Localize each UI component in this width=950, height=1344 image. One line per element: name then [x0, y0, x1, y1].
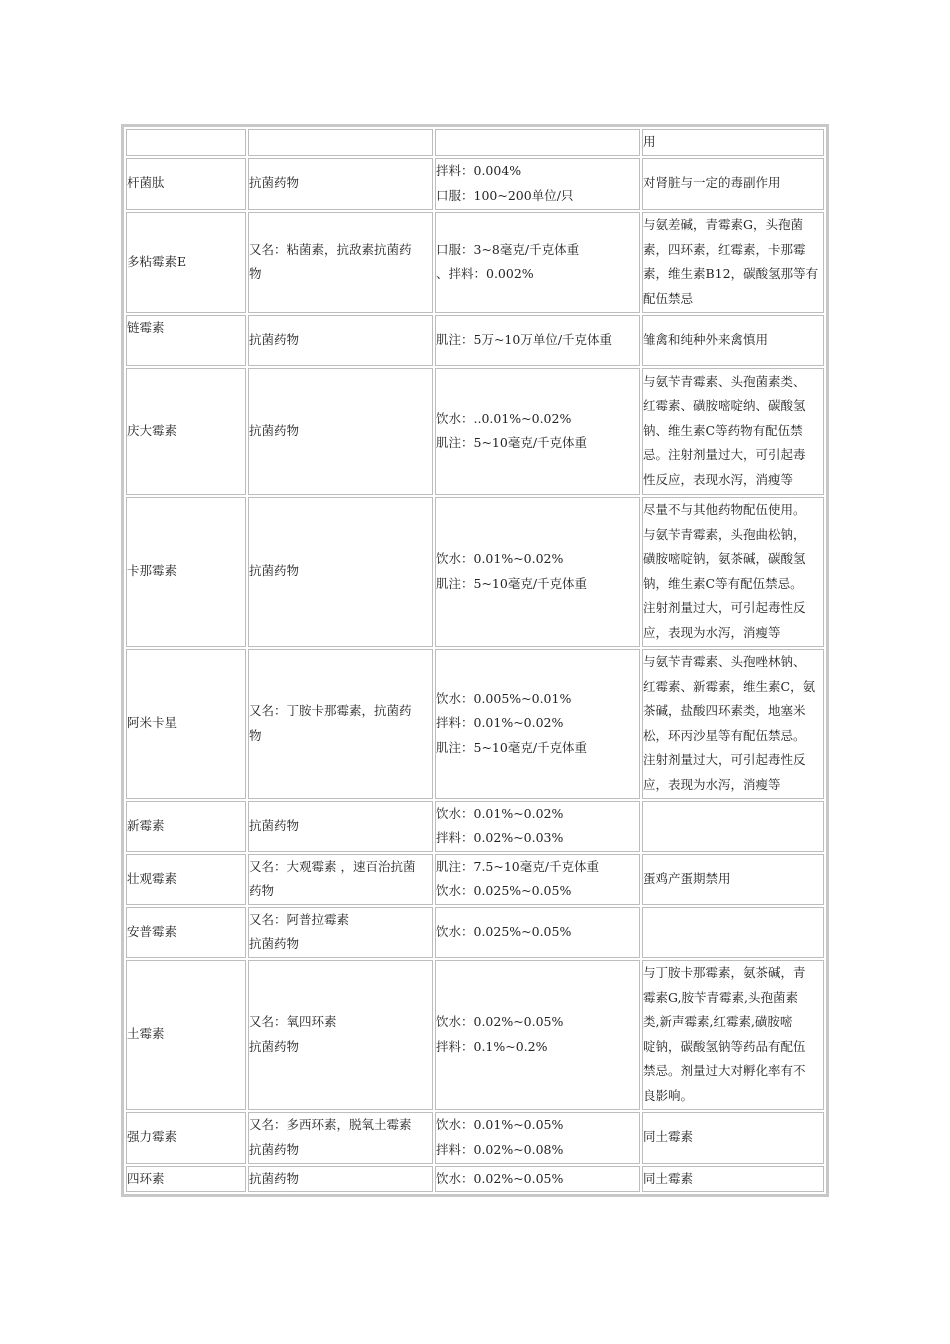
table-row — [126, 129, 824, 156]
note-line: 啶钠，碳酸氢钠等药品有配伍 — [643, 1038, 806, 1054]
dose-line: 肌注：5~10毫克/千克体重 — [436, 575, 588, 591]
cell-note — [642, 368, 824, 495]
cell-name — [126, 497, 246, 647]
dose-line: 饮水：0.025%~0.05% — [436, 923, 572, 939]
drug-name: 新霉素 — [127, 817, 165, 833]
cell-dose — [435, 801, 640, 852]
dose-line: 饮水：0.005%~0.01% — [436, 690, 572, 706]
cell-name — [126, 129, 246, 156]
note-line: 类,新声霉素,红霉素,磺胺嘧 — [643, 1014, 793, 1029]
note-line: 钠，维生素C等有配伍禁忌。 — [643, 575, 803, 591]
cell-note — [642, 497, 824, 647]
cell-type — [248, 368, 433, 495]
drug-table-frame — [121, 124, 829, 1197]
note-line: 尽量不与其他药物配伍使用。 — [643, 502, 806, 517]
type-line: 抗菌药物 — [249, 175, 300, 191]
type-line: 物 — [249, 266, 262, 281]
type-line: 又名：大观霉素 ，速百治抗菌 — [249, 858, 416, 874]
type-line: 药物 — [249, 883, 275, 898]
cell-type — [248, 315, 433, 366]
cell-type — [248, 854, 433, 905]
drug-table-body — [126, 129, 824, 1192]
note-line: 磺胺嘧啶钠，氨茶碱，碳酸氢 — [643, 551, 806, 566]
note-line: 与氨苄青霉素、头孢菌素类、 — [643, 373, 806, 389]
cell-name — [126, 649, 246, 799]
type-line: 抗菌药物 — [249, 1170, 300, 1186]
cell-dose — [435, 854, 640, 905]
table-row — [126, 212, 824, 313]
cell-type — [248, 212, 433, 313]
dose-line: 口服：3~8毫克/千克体重 — [436, 241, 580, 257]
table-row — [126, 497, 824, 647]
drug-name: 四环素 — [127, 1170, 165, 1186]
note-line: 用 — [643, 134, 656, 149]
note-line: 同土霉素 — [643, 1129, 694, 1145]
cell-dose — [435, 315, 640, 366]
dose-line: 饮水：0.01%~0.02% — [436, 551, 564, 566]
cell-type — [248, 801, 433, 852]
note-line: 与丁胺卡那霉素，氨茶碱，青 — [643, 965, 806, 980]
type-line: 又名：阿普拉霉素 — [249, 911, 350, 927]
table-row — [126, 801, 824, 852]
dose-line: 拌料：0.02%~0.08% — [436, 1141, 564, 1157]
cell-note — [642, 649, 824, 799]
dose-line: 拌料：0.004% — [436, 163, 522, 178]
dose-line: 肌注：7.5~10毫克/千克体重 — [436, 858, 599, 874]
type-line: 抗菌药物 — [249, 936, 300, 951]
cell-name — [126, 854, 246, 905]
cell-name — [126, 212, 246, 313]
type-line: 又名：丁胺卡那霉素，抗菌药 — [249, 703, 412, 718]
dose-line: 肌注：5~10毫克/千克体重 — [436, 435, 588, 450]
note-line: 与氨差碱，青霉素G，头孢菌 — [643, 217, 803, 232]
type-line: 又名：氧四环素 — [249, 1014, 337, 1029]
cell-type — [248, 649, 433, 799]
table-row — [126, 1166, 824, 1193]
dose-line: 肌注：5~10毫克/千克体重 — [436, 739, 588, 755]
note-line: 茶碱，盐酸四环素类，地塞米 — [643, 703, 806, 718]
drug-name: 安普霉素 — [127, 923, 178, 939]
note-line: 松，环丙沙星等有配伍禁忌。 — [643, 727, 806, 743]
cell-dose — [435, 158, 640, 210]
drug-name: 土霉素 — [127, 1026, 165, 1042]
cell-dose — [435, 368, 640, 495]
type-line: 抗菌药物 — [249, 817, 300, 833]
note-line: 与氨苄青霉素、头孢唑林钠、 — [643, 654, 806, 669]
cell-note — [642, 315, 824, 366]
table-row — [126, 368, 824, 495]
dose-line: 饮水：0.02%~0.05% — [436, 1014, 564, 1029]
cell-dose — [435, 649, 640, 799]
drug-name: 链霉素 — [127, 319, 165, 335]
cell-type — [248, 497, 433, 647]
dose-line: 饮水：0.025%~0.05% — [436, 883, 572, 898]
cell-note — [642, 960, 824, 1110]
dose-line: 肌注：5万~10万单位/千克体重 — [436, 331, 613, 347]
note-line: 霉素G,胺苄青霉素,头孢菌素 — [643, 989, 798, 1005]
note-line: 忌。注射剂量过大，可引起毒 — [643, 447, 806, 463]
cell-name — [126, 368, 246, 495]
note-line: 素，四环素，红霉素，卡那霉 — [643, 241, 806, 257]
note-line: 配伍禁忌 — [643, 290, 694, 306]
dose-line: 饮水：0.02%~0.05% — [436, 1170, 564, 1186]
drug-name: 庆大霉素 — [127, 422, 178, 438]
table-row — [126, 315, 824, 366]
note-line: 禁忌。剂量过大对孵化率有不 — [643, 1063, 806, 1078]
dose-line: 饮水：0.01%~0.02% — [436, 805, 564, 821]
cell-name — [126, 801, 246, 852]
cell-note — [642, 907, 824, 958]
drug-name: 强力霉素 — [127, 1129, 178, 1145]
drug-name: 杆菌肽 — [127, 175, 165, 191]
cell-type — [248, 1166, 433, 1193]
cell-dose — [435, 1166, 640, 1193]
cell-type — [248, 1112, 433, 1164]
cell-note — [642, 1112, 824, 1164]
note-line: 注射剂量过大，可引起毒性反 — [643, 600, 806, 615]
type-line: 又名：多西环素，脱氧土霉素 — [249, 1117, 412, 1132]
note-line: 钠、维生素C等药物有配伍禁 — [643, 422, 803, 438]
drug-name: 多粘霉素E — [127, 253, 187, 269]
type-line: 又名：粘菌素，抗敌素抗菌药 — [249, 241, 412, 257]
note-line: 对肾脏与一定的毒副作用 — [643, 175, 781, 191]
cell-name — [126, 315, 246, 366]
table-row — [126, 649, 824, 799]
cell-note — [642, 158, 824, 210]
table-row — [126, 854, 824, 905]
type-line: 抗菌药物 — [249, 1038, 300, 1054]
type-line: 抗菌药物 — [249, 331, 300, 347]
cell-type — [248, 907, 433, 958]
cell-dose — [435, 907, 640, 958]
cell-dose — [435, 129, 640, 156]
cell-note — [642, 212, 824, 313]
note-line: 应，表现为水泻，消瘦等 — [643, 776, 781, 792]
note-line: 与氨苄青霉素，头孢曲松钠， — [643, 526, 806, 542]
note-line: 素，维生素B12，碳酸氢那等有 — [643, 266, 819, 281]
cell-note — [642, 854, 824, 905]
cell-note — [642, 129, 824, 156]
note-line: 同土霉素 — [643, 1170, 694, 1186]
note-line: 蛋鸡产蛋期禁用 — [643, 870, 731, 886]
table-row — [126, 158, 824, 210]
note-line: 应，表现为水泻，消瘦等 — [643, 624, 781, 640]
cell-name — [126, 158, 246, 210]
note-line: 良影响。 — [643, 1087, 694, 1103]
type-line: 抗菌药物 — [249, 1141, 300, 1157]
drug-name: 卡那霉素 — [127, 563, 178, 579]
note-line: 红霉素、磺胺嘧啶纳、碳酸氢 — [643, 398, 806, 414]
drug-name: 阿米卡星 — [127, 715, 178, 731]
cell-dose — [435, 497, 640, 647]
cell-name — [126, 1112, 246, 1164]
type-line: 抗菌药物 — [249, 422, 300, 438]
note-line: 雏禽和纯种外来禽慎用 — [643, 331, 769, 347]
cell-name — [126, 907, 246, 958]
note-line: 性反应，表现水泻，消瘦等 — [643, 471, 794, 487]
cell-dose — [435, 960, 640, 1110]
table-row — [126, 1112, 824, 1164]
note-line: 红霉素、新霉素，维生素C，氨 — [643, 678, 816, 694]
dose-line: 饮水：0.01%~0.05% — [436, 1117, 564, 1132]
cell-dose — [435, 212, 640, 313]
dose-line: 饮水：..0.01%~0.02% — [436, 410, 572, 426]
dose-line: 拌料：0.1%~0.2% — [436, 1038, 548, 1054]
drug-table — [124, 127, 826, 1194]
type-line: 抗菌药物 — [249, 563, 300, 579]
dose-line: 拌料：0.01%~0.02% — [436, 715, 564, 731]
cell-type — [248, 129, 433, 156]
cell-dose — [435, 1112, 640, 1164]
cell-type — [248, 960, 433, 1110]
cell-note — [642, 1166, 824, 1193]
dose-line: 拌料：0.02%~0.03% — [436, 830, 564, 845]
note-line: 注射剂量过大，可引起毒性反 — [643, 752, 806, 767]
cell-name — [126, 1166, 246, 1193]
table-row — [126, 907, 824, 958]
drug-name: 壮观霉素 — [127, 870, 178, 886]
type-line: 物 — [249, 727, 262, 743]
dose-line: 口服：100~200单位/只 — [436, 187, 574, 203]
table-row — [126, 960, 824, 1110]
cell-name — [126, 960, 246, 1110]
cell-type — [248, 158, 433, 210]
cell-note — [642, 801, 824, 852]
dose-line: 、拌料：0.002% — [436, 266, 534, 281]
